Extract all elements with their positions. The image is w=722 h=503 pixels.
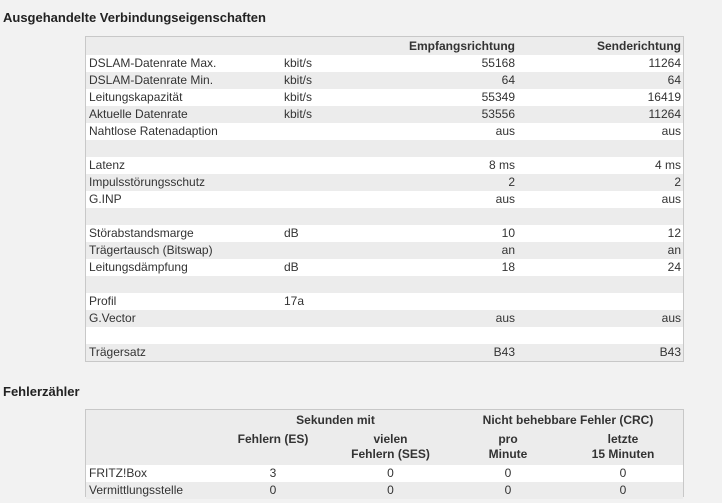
- property-unit: kbit/s: [282, 89, 372, 106]
- property-label: G.Vector: [86, 310, 282, 327]
- column-header-unit: [282, 37, 372, 55]
- crc-per-minute-value: 0: [453, 465, 563, 482]
- receive-value: 53556: [372, 106, 517, 123]
- receive-value: aus: [372, 191, 517, 208]
- property-label: [86, 327, 282, 344]
- send-value: 16419: [517, 89, 683, 106]
- table-row: [86, 174, 683, 191]
- property-unit: [282, 327, 372, 344]
- receive-value: [372, 208, 517, 225]
- send-value: an: [517, 242, 683, 259]
- crc-per-minute-value: 0: [453, 482, 563, 499]
- property-label: G.INP: [86, 191, 282, 208]
- send-value: aus: [517, 123, 683, 140]
- property-label: [86, 208, 282, 225]
- sub-header-crc-per-minute: [453, 430, 563, 465]
- property-unit: [282, 276, 372, 293]
- receive-value: [372, 140, 517, 157]
- send-value: [517, 140, 683, 157]
- property-unit: [282, 310, 372, 327]
- receive-value: aus: [372, 310, 517, 327]
- connection-properties-panel: [85, 36, 684, 362]
- severely-errored-seconds-value: 0: [328, 482, 453, 499]
- counter-source-label: FRITZ!Box: [86, 465, 218, 482]
- crc-last-15-minutes-value: 0: [563, 465, 683, 482]
- receive-value: 8 ms: [372, 157, 517, 174]
- table-row: [86, 123, 683, 140]
- send-value: 2: [517, 174, 683, 191]
- property-unit: dB: [282, 259, 372, 276]
- receive-value: 2: [372, 174, 517, 191]
- send-value: [517, 276, 683, 293]
- send-value: 12: [517, 225, 683, 242]
- property-unit: [282, 123, 372, 140]
- property-label: Profil: [86, 293, 282, 310]
- property-label: Impulsstörungsschutz: [86, 174, 282, 191]
- property-label: [86, 140, 282, 157]
- table-header-row: [86, 37, 683, 55]
- receive-value: B43: [372, 344, 517, 361]
- errored-seconds-value: 3: [218, 465, 328, 482]
- sub-header-crc-15-line2: 15 Minuten: [591, 447, 655, 461]
- receive-value: aus: [372, 123, 517, 140]
- severely-errored-seconds-value: 0: [328, 465, 453, 482]
- group-header-crc: Nicht behebbare Fehler (CRC): [482, 412, 654, 427]
- property-unit: 17a: [282, 293, 372, 310]
- sub-header-ses-line2: Fehlern (SES): [351, 447, 430, 461]
- group-header-row: [86, 410, 683, 430]
- receive-value: 10: [372, 225, 517, 242]
- counter-source-label: Vermittlungsstelle: [86, 482, 218, 499]
- property-label: Aktuelle Datenrate: [86, 106, 282, 123]
- connection-properties-table: [86, 37, 683, 361]
- send-value: 11264: [517, 55, 683, 72]
- property-label: DSLAM-Datenrate Min.: [86, 72, 282, 89]
- table-row: [86, 89, 683, 106]
- property-unit: [282, 242, 372, 259]
- column-header-send-direction: Senderichtung: [596, 39, 681, 53]
- table-row: [86, 327, 683, 344]
- sub-header-es-line1: Fehlern (ES): [237, 432, 309, 446]
- sub-header-ses: [328, 430, 453, 465]
- receive-value: 18: [372, 259, 517, 276]
- property-unit: kbit/s: [282, 55, 372, 72]
- property-label: Nahtlose Ratenadaption: [86, 123, 282, 140]
- receive-value: 55349: [372, 89, 517, 106]
- error-counter-table: [86, 410, 683, 499]
- table-row: [86, 225, 683, 242]
- property-label: [86, 276, 282, 293]
- property-unit: kbit/s: [282, 106, 372, 123]
- connection-properties-title: Ausgehandelte Verbindungseigenschaften: [3, 10, 266, 25]
- sub-header-row: [86, 430, 683, 465]
- send-value: [517, 327, 683, 344]
- table-row: [86, 344, 683, 361]
- table-row: [86, 482, 683, 499]
- property-label: Latenz: [86, 157, 282, 174]
- property-unit: [282, 191, 372, 208]
- error-counter-title: Fehlerzähler: [3, 384, 80, 399]
- table-row: [86, 259, 683, 276]
- property-label: Leitungsdämpfung: [86, 259, 282, 276]
- send-value: [517, 208, 683, 225]
- sub-header-ses-line1: vielen: [373, 432, 408, 446]
- table-row: [86, 157, 683, 174]
- table-row: [86, 191, 683, 208]
- receive-value: 55168: [372, 55, 517, 72]
- table-row: [86, 242, 683, 259]
- property-unit: [282, 140, 372, 157]
- sub-header-crc-15-line1: letzte: [607, 432, 639, 446]
- table-row: [86, 465, 683, 482]
- property-unit: [282, 157, 372, 174]
- send-value: B43: [517, 344, 683, 361]
- table-row: [86, 276, 683, 293]
- receive-value: [372, 276, 517, 293]
- column-header-label: [86, 37, 282, 55]
- sub-header-crc-min-line1: pro: [498, 432, 518, 446]
- error-counter-panel: [85, 409, 684, 497]
- send-value: [517, 293, 683, 310]
- property-label: Störabstandsmarge: [86, 225, 282, 242]
- table-row: [86, 106, 683, 123]
- sub-header-es: [218, 430, 328, 465]
- property-unit: kbit/s: [282, 72, 372, 89]
- table-row: [86, 310, 683, 327]
- receive-value: [372, 327, 517, 344]
- property-unit: dB: [282, 225, 372, 242]
- column-header-receive-direction: Empfangsrichtung: [408, 39, 515, 53]
- send-value: 64: [517, 72, 683, 89]
- property-unit: [282, 344, 372, 361]
- group-header-seconds: Sekunden mit: [296, 412, 375, 427]
- table-row: [86, 208, 683, 225]
- send-value: aus: [517, 310, 683, 327]
- send-value: aus: [517, 191, 683, 208]
- send-value: 4 ms: [517, 157, 683, 174]
- property-unit: [282, 174, 372, 191]
- table-row: [86, 140, 683, 157]
- sub-header-crc-min-line2: Minute: [488, 447, 528, 461]
- send-value: 11264: [517, 106, 683, 123]
- table-row: [86, 293, 683, 310]
- sub-header-crc-last-15: [563, 430, 683, 465]
- receive-value: [372, 293, 517, 310]
- receive-value: an: [372, 242, 517, 259]
- crc-last-15-minutes-value: 0: [563, 482, 683, 499]
- table-row: [86, 72, 683, 89]
- property-label: Leitungskapazität: [86, 89, 282, 106]
- property-label: Trägertausch (Bitswap): [86, 242, 282, 259]
- property-unit: [282, 208, 372, 225]
- send-value: 24: [517, 259, 683, 276]
- property-label: Trägersatz: [86, 344, 282, 361]
- errored-seconds-value: 0: [218, 482, 328, 499]
- table-row: [86, 55, 683, 72]
- receive-value: 64: [372, 72, 517, 89]
- property-label: DSLAM-Datenrate Max.: [86, 55, 282, 72]
